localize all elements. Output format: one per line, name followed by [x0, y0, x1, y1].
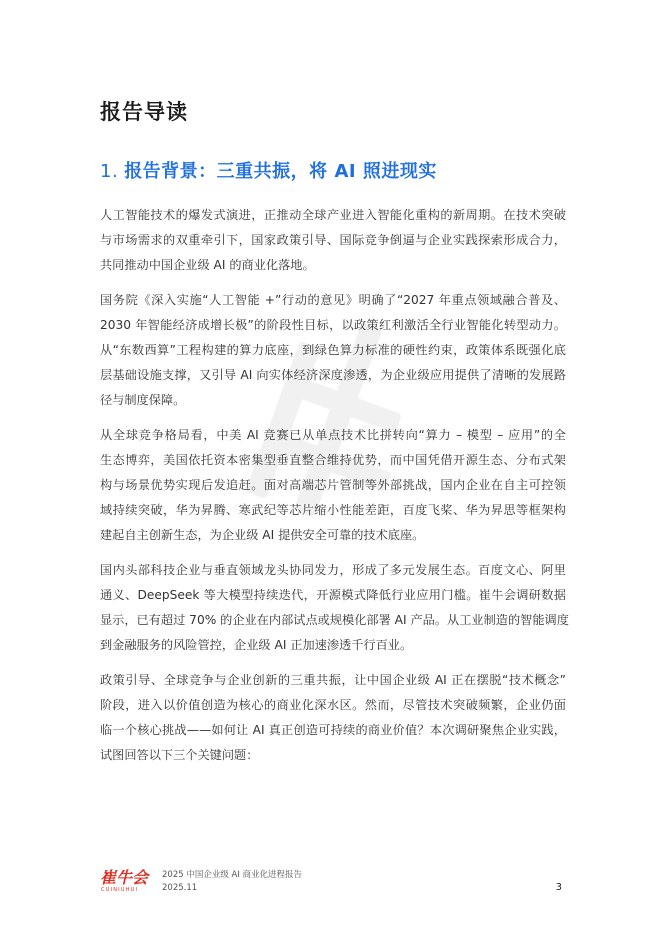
page-number: 3	[555, 882, 562, 893]
paragraph-line: 共同推动中国企业级 AI 的商业化落地。	[100, 258, 315, 272]
cuiniuhui-logo-icon	[100, 866, 158, 892]
paragraph-line: 临一个核心挑战——如何让 AI 真正创造可持续的商业价值？本次调研聚焦企业实践，	[100, 723, 566, 737]
paragraph-line: 政策引导、全球竞争与企业创新的三重共振，让中国企业级 AI 正在摆脱“技术概念”	[100, 673, 566, 687]
footer-date: 2025.11	[162, 883, 198, 893]
paragraph-line: 从“东数西算”工程构建的算力底座，到绿色算力标准的硬性约束，政策体系既强化底	[100, 343, 566, 357]
paragraph-line: 阶段，进入以价值创造为核心的商业化深水区。然而，尽管技术突破频繁，企业仍面	[100, 698, 566, 712]
page-title: 报告导读	[100, 100, 188, 124]
paragraph-line: 层基础设施支撑，又引导 AI 向实体经济深度渗透，为企业级应用提供了清晰的发展路	[100, 368, 566, 382]
paragraph-line: 从全球竞争格局看，中美 AI 竞赛已从单点技术比拼转向“算力 – 模型 – 应用”的全	[100, 428, 566, 442]
paragraph-line: 建起自主创新生态，为企业级 AI 提供安全可靠的技术底座。	[100, 528, 425, 542]
footer-report-name: 2025 中国企业级 AI 商业化进程报告	[162, 870, 303, 880]
paragraph	[100, 423, 566, 548]
paragraph-line: 域持续突破，华为昇腾、寒武纪等芯片缩小性能差距，百度飞桨、华为昇思等框架构	[100, 503, 566, 517]
body-text	[100, 203, 569, 778]
paragraph-line: 显示，已有超过 70% 的企业在内部试点或规模化部署 AI 产品。从工业制造的智能调度	[100, 613, 569, 627]
paragraph-line: 构与场景优势实现后发追赶。面对高端芯片管制等外部挑战，国内企业在自主可控领	[100, 478, 566, 492]
logo-text: 崔牛会	[100, 868, 149, 887]
paragraph-line: 国务院《深入实施“人工智能 +”行动的意见》明确了“2027 年重点领域融合普及、	[100, 293, 566, 307]
paragraph	[100, 203, 566, 278]
section-heading	[100, 157, 437, 183]
page-footer	[100, 864, 566, 898]
paragraph-line: 人工智能技术的爆发式演进，正推动全球产业进入智能化重构的新周期。在技术突破	[100, 208, 566, 222]
paragraph	[100, 668, 566, 768]
paragraph-line: 2030 年智能经济成增长极”的阶段性目标，以政策红利激活全行业智能化转型动力。	[100, 318, 566, 332]
paragraph-line: 到金融服务的风险管控，企业级 AI 正加速渗透千行百业。	[100, 638, 413, 652]
paragraph-line: 径与制度保障。	[100, 393, 186, 407]
paragraph-line: 与市场需求的双重牵引下，国家政策引导、国际竞争倒逼与企业实践探索形成合力，	[100, 233, 566, 247]
paragraph	[100, 288, 566, 413]
section-title: 报告背景：三重共振，将 AI 照进现实	[124, 161, 437, 182]
paragraph-line: 试图回答以下三个关键问题：	[100, 748, 259, 762]
paragraph-line: 国内头部科技企业与垂直领域龙头协同发力，形成了多元发展生态。百度文心、阿里	[100, 563, 566, 577]
paragraph-line: 生态博弈，美国依托资本密集型垂直整合维持优势，而中国凭借开源生态、分布式架	[100, 453, 566, 467]
logo-subtext: CUINIUHUI	[101, 887, 139, 892]
paragraph	[100, 558, 569, 658]
paragraph-line: 通义、DeepSeek 等大模型持续迭代，开源模式降低行业应用门槛。崔牛会调研数据	[100, 588, 566, 602]
section-number: 1.	[100, 161, 119, 182]
